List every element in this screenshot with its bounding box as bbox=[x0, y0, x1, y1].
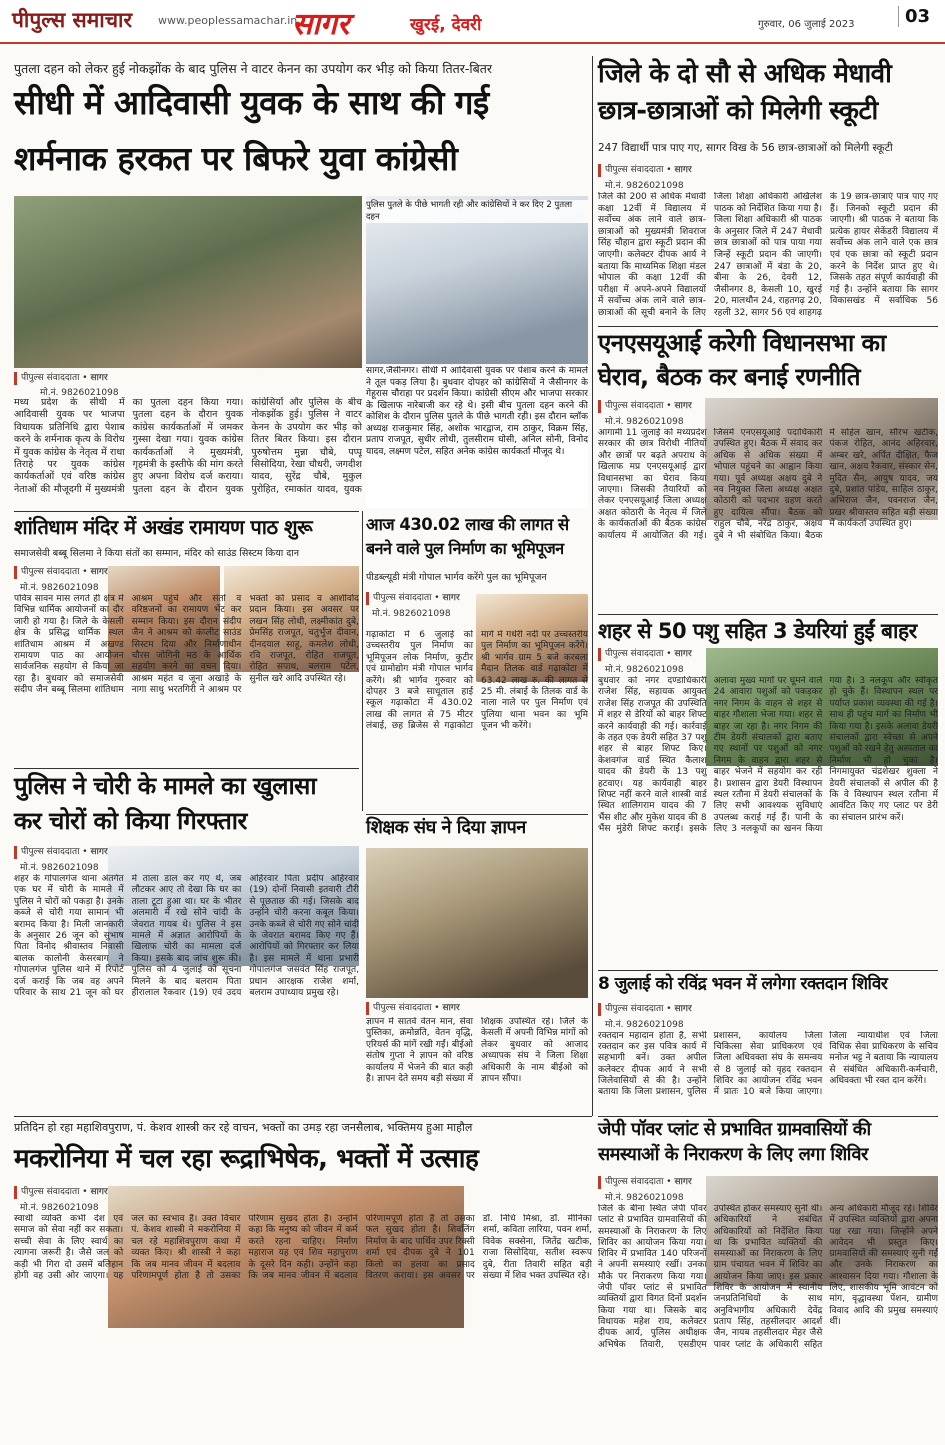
a1-kicker: पुतला दहन को लेकर हुई नोकझोंक के बाद पुलिस ने वाटर केनन का उपयोग कर भीड़ को किया तितर-बितर bbox=[14, 61, 493, 76]
a5-kicker: पीडब्ल्यूडी मंत्री गोपाल भार्गव करेंगे पुल का भूमिपूजन bbox=[366, 572, 547, 583]
a7-headline-1: पुलिस ने चोरी के मामले का खुलासा bbox=[14, 772, 317, 800]
a9-mobile: मो.नं. 9826021098 bbox=[605, 1020, 684, 1030]
a6-mobile: मो.नं. 9826021098 bbox=[605, 665, 684, 675]
a9-body: रक्तदान महादान होता है, सभी रक्तदान कर इस पवित्र कार्य में सहभागी बनें। उक्त अपील कलेक्टर दीपक आर्य ने सभी जिलेवासियों से की है। उन्होंने बताया कि जिला प्रशासन, पुलिस प्रशासन, कार्यालय जिला चिकित्सा सेवा प्राधिकरण एवं जिला अधिवक्ता संघ के समन्वय से 8 जुलाई को वृहद रक्तदान शिविर का आयोजन रविंद्र भवन में प्रातः 10 बजे किया जाएगा। जिला न्यायाधीश एवं जिला विधिक सेवा प्राधिकरण के सचिव मनोज भट्ट ने बताया कि न्यायालय से संबंधित अधिकारी-कर्मचारी, अधिवक्ता भी रक्त दान करेंगे। bbox=[598, 1031, 938, 1098]
divider bbox=[14, 1116, 592, 1117]
a10-body: जिले के बीना स्थित जेपी पॉवर प्लांट से प्रभावित ग्रामवासियों की समस्याओं के निराकरण के लिए शिविर का आयोजन किया गया। शिविर में प्रभावित 140 परिजनों ने अपनी समस्याएं रखीं। उनका मौके पर निराकरण किया गया। जेपी पॉवर प्लांट से प्रभावित व्यक्तियों द्वारा विगत दिनों प्रदर्शन किया गया था। जिसके बाद विधायक महेश राय, कलेक्टर दीपक आर्य, पुलिस अधीक्षक अभिषेक तिवारी, एसडीएम उपस्थित होकर समस्याएं सुनी थीं। अधिकारियों ने संबंधित अधिकारियों को निर्देशित किया था कि प्रभावित व्यक्तियों की समस्याओं का निराकरण के लिए ग्राम पंचायत भवन में शिविर का आयोजन किया जाए। इस प्रकार शिविर के आयोजन में स्थानीय जनप्रतिनिधियों के साथ अनुविभागीय अधिकारी देवेंद्र प्रताप सिंह, तहसीलदार आदर्श जैन, नायब तहसीलदार मेहर जैसे पावर प्लांट के अधिकारी सहित अन्य अधिकारी मौजूद रहे। शिविर में उपस्थित व्यक्तियों द्वारा अपना पक्ष रखा गया। जिन्होंने अपने आवेदन भी प्रस्तुत किए। ग्रामवासियों की समस्याएं सुनी गईं और उनके निराकरण का आश्वासन दिया गया। गौशाला के लिए, शासकीय भूमि आवंटन को मांग, वृद्धावस्था पेंशन, ग्रामीण विवाद आदि की प्रमुख समस्याएं थीं। bbox=[598, 1204, 938, 1350]
a3-headline-1: एनएसयूआई करेगी विधानसभा का bbox=[598, 329, 886, 357]
a1-caption2: सागर,जैसीनगर। सीधी में आदिवासी युवक पर पेशाब करने के मामले ने तूल पकड़ लिया है। बुधवार दोपहर को कांग्रेसियों ने जैसीनगर के गेहूरास चौराहा पर प्रदर्शन किया। कांग्रेसी सीएम और भाजपा सरकार के खिलाफ नारेबाजी कर रहे थे। इसी बीच पुतला दहन करने की कोशिश के दौरान पुलिस पुतले के पीछे भागती रही। इस दौरान ब्लॉक अध्यक्ष राजकुमार सिंह, अशोक भारद्वाज, राम ठाकुर, विक्रम सिंह, प्रताप राजपूत, सुधीर लोधी, तुलसीराम घोसी, अनिल सोनी, विनोद यादव, लक्ष्मण पटेल, सहित अनेक कांग्रेस कार्यकर्ता मौजूद थे। bbox=[366, 366, 588, 508]
a8-photo-teachers bbox=[366, 848, 588, 998]
divider bbox=[598, 326, 938, 327]
a2-mobile: मो.नं. 9826021098 bbox=[605, 181, 684, 191]
a3-mobile: मो.नं. 9826021098 bbox=[605, 417, 684, 427]
a2-byline: पीपुल्स संवाददाता • सागर bbox=[598, 164, 713, 177]
a1-byline: पीपुल्स संवाददाता • सागर bbox=[14, 372, 134, 385]
a1-photo2-title: पुलिस पुतले के पीछे भागती रही और कांग्रेसियों ने कर दिए 2 पुतला दहन bbox=[366, 200, 588, 223]
paper-logo: पीपुल्स समाचार bbox=[12, 7, 133, 32]
page-number: 03 bbox=[898, 6, 930, 27]
divider bbox=[592, 56, 593, 1116]
a11-by: पीपुल्स संवाददाता bbox=[21, 1187, 80, 1197]
divider bbox=[362, 511, 363, 811]
a9-byline: पीपुल्स संवाददाता • सागर bbox=[598, 1003, 708, 1016]
a1-mobile: मो.नं. 9826021098 bbox=[40, 388, 119, 398]
a9-headline: 8 जुलाई को रविंद्र भवन में लगेगा रक्तदान शिविर bbox=[598, 974, 888, 994]
a5-loc: सागर bbox=[442, 593, 460, 603]
a7-by: पीपुल्स संवाददाता bbox=[21, 847, 80, 857]
divider bbox=[598, 970, 938, 971]
city-name: सागर bbox=[292, 7, 350, 42]
a7-byline: पीपुल्स संवाददाता • सागर bbox=[14, 846, 124, 859]
a9-loc: सागर bbox=[674, 1004, 692, 1014]
a6-loc: सागर bbox=[674, 649, 692, 659]
a6-by: पीपुल्स संवाददाता bbox=[605, 649, 664, 659]
a2-by: पीपुल्स संवाददाता bbox=[605, 165, 664, 175]
a1-headline-2: शर्मनाक हरकत पर बिफरे युवा कांग्रेसी bbox=[14, 139, 458, 178]
a10-byline: पीपुल्स संवाददाता • सागर bbox=[598, 1176, 708, 1189]
a4-by: पीपुल्स संवाददाता bbox=[21, 567, 80, 577]
a3-byline: पीपुल्स संवाददाता • सागर bbox=[598, 400, 703, 413]
a8-body: ज्ञापन में सातवें वेतन मान, सेवा पुस्तिका, क्रमोन्नति, वेतन वृद्धि, एरियर्स की मांगें रखी गईं। बीईओ संतोष गुप्ता ने ज्ञापन को वरिष्ठ कार्यालय में भेजने की बात कही है। ज्ञापन देते समय बड़ी संख्या में शिक्षक उपस्थित रहे। जिले के केसली में अपनी विभिन्न मांगों को लेकर बुधवार को आजाद अध्यापक संघ ने जिला शिक्षा अधिकारी के नाम बीईओ को ज्ञापन सौंपा। bbox=[366, 1017, 588, 1085]
a4-body: पवित्र सावन मास लगते ही क्षेत्र में विभिन्न धार्मिक आयोजनों का दौर जारी हो गया है। जिले के केसली क्षेत्र के प्रसिद्ध धार्मिक स्थल शांतिधाम आश्रम में अखण्ड रामायण पाठ का आयोजन सार्वजनिक सहयोग से किया जा रहा है। बुधवार को समाजसेवी संदीप जैन बब्बू सिलमा शांतिधाम आश्रम पहुंचे और संतों व वरिष्ठजनों का रामायण भेंट कर सम्मान किया। इस दौरान संदीप जैन ने आश्रम को कंप्लीट साउंड सिस्टम दिया और निर्माणाधीन चौरस जोगिनी मठ के आर्थिक सहयोग करने का वचन दिया। आश्रम महंत व जूना अखाड़े के नागा साधु भरतगिरी ने आश्रम पर भक्तों को प्रसाद व आशीर्वाद प्रदान किया। इस अवसर पर लखन सिंह लोधी, लक्ष्मीकांत दुबे, प्रेमसिंह राजपूत, चतुर्भुज दीवान, दीनदयाल साहू, कमलेश लोधी, रवि राजपूत, रोहित राजपूत, रोहित सपाथ, बलराम पटेल, सुनील खरे आदि उपस्थित रहे। bbox=[14, 594, 359, 696]
a10-mobile: मो.नं. 9826021098 bbox=[605, 1193, 684, 1203]
a6-byline: पीपुल्स संवाददाता • सागर bbox=[598, 648, 708, 661]
a7-body: शहर के गोपालगंज थाना अंतर्गत एक घर में चोरी के मामले में पुलिस ने चोरों को पकड़ा है। उनके कब्जे से चोरी गया सामान भी बरामद किया है। मिली जानकारी के अनुसार 26 जून को सुभाष पिता विनोद श्रीवास्तव निवासी बालक कालोनी केसरबाग ने गोपालगंज पुलिस थाने में रिपोर्ट दर्ज कराई कि जब वह अपने परिवार के साथ 21 जून को घर में ताला डाल कर गए थे, जब लौटकर आए तो देखा कि घर का ताला टूटा हुआ था। घर के भीतर अलमारी में रखे सोने चांदी के जेवरात गायब थे। पुलिस ने इस मामले में अज्ञात आरोपियों के खिलाफ चोरी का मामला दर्ज किया। इसके बाद जांच शुरू की। पुलिस को 4 जुलाई को सूचना मिलने के बाद बलराम पिता हीरालाल रैकवार (19) एवं उदय अहिरवार पिता प्रदीप अहिरवार (19) दोनों निवासी इतवारी टौरी से पूछताछ की गई। जिसके बाद उन्होंने चोरी करना कबूल किया। उनके कब्जे से चोरी गए सोने चांदी के जेवरात बरामद किए गए हैं। आरोपियों को गिरफ्तार कर लिया है। इस मामले में थाना प्रभारी गोपालगंज जसवंत सिंह राजपूत, प्रधान आरक्षक राजेश शर्मा, बलराम उपाध्याय प्रमुख रहे। bbox=[14, 874, 359, 999]
a1-photo-protest bbox=[14, 196, 362, 368]
divider bbox=[14, 511, 359, 512]
a3-headline-2: घेराव, बैठक कर बनाई रणनीति bbox=[598, 363, 861, 391]
divider bbox=[598, 1116, 938, 1117]
a10-loc: सागर bbox=[674, 1177, 692, 1187]
a5-body: गढ़ाकोटा में 6 जुलाई को उच्चस्तरीय पुल निर्माण का भूमिपूजन लोक निर्माण, कुटीर एवं ग्रामोद्योग मंत्री गोपाल भार्गव करेंगे। श्री भार्गव गुरुवार को दोपहर 3 बजे साधूताल हाई स्कूल गढ़ाकोटा में 430.02 लाख की लागत से 75 मीटर लंबाई, छह ब्रिजेस से गढ़ाकोटा मार्ग में गधेरी नदी पर उच्चस्तरीय पुल निर्माण का भूमिपूजन करेंगे। श्री भार्गव ग्राम 5 बजे करबला मैदान तिलक वार्ड गढ़ाकोटा में 63.42 लाख रु. की लागत से 25 मी. लंबाई के तिलक वार्ड के नाला नाले पर पुल निर्माण एवं पुलिया थाना भवन का भूमि पूजन भी करेंगे। bbox=[366, 630, 588, 732]
a10-headline-1: जेपी पॉवर प्लांट से प्रभावित ग्रामवासियों की bbox=[598, 1119, 871, 1140]
a8-headline: शिक्षक संघ ने दिया ज्ञापन bbox=[366, 817, 526, 838]
a11-loc: सागर bbox=[90, 1187, 108, 1197]
a11-body: स्वार्थी व्यक्ति कभी देश एवं समाज को सेवा नहीं कर सकता। सच्ची सेवा के लिए स्वार्थ का त्यागना जरूरी है। जैसे जल को कड़ी भी गिरा दो उसमें बलिहान होगी वह उसी ओर जाएगा। यह जल का स्वभाव है। उक्त विचार पं. केशव शास्त्री ने मकरोनिया में चल रहे महाशिवपुराण कथा में व्यक्त किए। श्री शास्त्री ने कहा कि जब मानव जीवन में बदलाव परिणामपूर्ण होता है तो उसका परिणाम सुखद होता है। उन्होंने कहा कि मनुष्य को जीवन में कर्म करते रहना चाहिए। निर्माण महाराज यह एवं शिव महापुराण के दूसरे दिन कही। उन्होंने कहा कि जब मानव जीवन में बदलाव परिणामपूर्ण होता है तो उसका फल सुखद होता है। शिवलिंग निर्माण के बाद पार्थिव उपर रिक्सी शर्मा एवं दीपक दुबे ने 101 किलो का हलवा का प्रसाद वितरण कराया। इस अवसर पर डॉ. निधि मिश्रा, डॉ. मीनिका शर्मा, कविता लारिया, पवन शर्मा, विवेक सक्सेना, जितेंद्र खटीक, राजा सिसोदिया, सतीश स्वरूप दुबे, रीता तिवारी सहित बड़ी संख्या में शिव भक्त उपस्थित रहे। bbox=[14, 1214, 592, 1282]
a1-loc: सागर bbox=[90, 373, 108, 383]
a2-kicker: 247 विद्यार्थी पात्र पाए गए, सागर विख के 56 छात्र-छात्राओं को मिलेगी स्कूटी bbox=[598, 142, 893, 154]
a3-by: पीपुल्स संवाददाता bbox=[605, 401, 664, 411]
a1-headline-1: सीधी में आदिवासी युवक के साथ की गई bbox=[14, 83, 489, 122]
a5-byline: पीपुल्स संवाददाता • सागर bbox=[366, 592, 474, 605]
a11-headline: मकरोनिया में चल रहा रूद्राभिषेक, भक्तों में उत्साह bbox=[14, 1144, 479, 1174]
a7-headline-2: कर चोरों को किया गिरफ्तार bbox=[14, 807, 247, 835]
divider bbox=[598, 614, 938, 615]
a6-headline: शहर से 50 पशु सहित 3 डेयरियां हुईं बाहर bbox=[598, 619, 917, 643]
city-sub: खुरई, देवरी bbox=[410, 15, 482, 35]
a9-by: पीपुल्स संवाददाता bbox=[605, 1004, 664, 1014]
a1-by: पीपुल्स संवाददाता bbox=[21, 373, 80, 383]
divider bbox=[366, 814, 588, 815]
a8-by: पीपुल्स संवाददाता bbox=[373, 1003, 432, 1013]
a2-body: जिले की 200 से अधिक मेधावी कक्षा 12वीं में विद्यालय में सर्वोच्च अंक लाने वाले छात्र-छात्राओं को मुख्यमंत्री शिवराज सिंह चौहान द्वारा स्कूटी प्रदान की जाएगी। कलेक्टर दीपक आर्य ने बताया कि माध्यमिक शिक्षा मंडल भोपाल की कक्षा 12वीं की परीक्षा में अपने-अपने विद्यालयों में सर्वोच्च अंक लाने वाले छात्र-छात्राओं की सूची बनाने के लिए जिला शिक्षा अधिकारी अखिलेश पाठक को निर्देशित किया गया है। जिला शिक्षा अधिकारी श्री पाठक के अनुसार जिले में 247 मेधावी छात्र छात्राओं को पात्र पाया गया जिन्हें स्कूटी प्रदान की जाएगी। 247 छात्राओं में बंडा के 20, बीना के 26, देवरी 12, जैसीनगर 8, केसली 10, खुरई 20, मालथौन 24, राहतगढ़ 20, रहली 32, सागर 56 एवं शाहगढ़ के 19 छात्र-छात्राएं पात्र पाए गए हैं। जिनको स्कूटी प्रदान की जाएगी। श्री पाठक ने बताया कि प्रत्येक हायर सेकेंडरी विद्यालय में सर्वोच्च अंक लाने वाले एक छात्र एवं एक छात्रा को स्कूटी प्रदान करने के निर्देश प्राप्त हुए थे। जिसके तहत संपूर्ण कार्यवाही की गई है। उन्होंने बताया कि सागर विकासखंड में सर्वाधिक 56 bbox=[598, 192, 938, 318]
a6-body: बुधवार को नगर दण्डाधिकारी राजेश सिंह, सहायक आयुक्त राजेश सिंह राजपूत की उपस्थिति में शहर से डेरियों को बाहर शिफ्ट करने कार्यवाही की गई। कार्रवाई के तहत एक डेयरी सहित 37 पशु शहर से बाहर शिफ्ट किए। केशवगंज वार्ड स्थित कैलाश यादव की डेयरी के 13 पशु हटवाए। यह कार्यवाही बाहर शिफ्ट नहीं करने वाले शास्त्री वार्ड स्थित शालिगराम यादव की 7 भैंस शीट और मुकेश यादव की 8 भैंस मुंडेरी शिफ्ट कराईं। इसके अलावा मुख्य मार्गों पर घूमने वाले 24 आवारा पशुओं को पकड़कर नगर निगम के वाहन से शहर से बाहर गौशाला भेजा गया। शहर से बाहर जा रहा है। नगर निगम की टीम डेयरी संचालकों द्वारा बताए गए स्थानों पर पशुओं को नगर निगम के वाहन द्वारा शहर से बाहर भेजने में सहयोग कर रही है। प्रशासन द्वारा डेयरी विस्थापन स्थल रतौना में डेयरी संचालकों के लिए सभी आवश्यक सुविधाएं उपलब्ध कराई गई हैं। पानी के लिए 3 नलकूपों का खनन किया गया है। 3 नलकूप और स्वीकृत हो चुके हैं। विस्थापन स्थल पर पर्याप्त प्रकाश व्यवस्था की गई है। साथ ही पहुंच मार्ग का निर्माण भी किया गया है। इसके अलावा डेयरी संचालकों द्वारा स्वेच्छा से अपने पशुओं को रखने हेतु अस्पताल का निर्माण भी हो चुका है। निगमायुक्त चंद्रशेखर शुक्ला ने डेयरी संचालकों से अपील की है कि वे विस्थापन स्थल रतौना में आवंटित किए गए प्लाट पर डेरी का संचालन प्रारंभ करें। bbox=[598, 676, 938, 835]
a3-loc: सागर bbox=[674, 401, 692, 411]
a4-headline: शांतिधाम मंदिर में अखंड रामायण पाठ शुरू bbox=[14, 515, 313, 539]
a5-mobile: मो.नं. 9826021098 bbox=[372, 609, 451, 619]
a7-mobile: मो.नं. 9826021098 bbox=[20, 863, 99, 873]
a4-mobile: मो.नं. 9826021098 bbox=[20, 583, 99, 593]
a11-mobile: मो.नं. 9826021098 bbox=[20, 1203, 99, 1213]
a4-byline: पीपुल्स संवाददाता • सागर bbox=[14, 566, 124, 579]
a1-body: मध्य प्रदेश के सीधी में आदिवासी युवक पर भाजपा विधायक प्रतिनिधि द्वारा पेशाब करने के शर्मनाक कृत्य के विरोध में युवक कांग्रेस के नेतृत्व में राधा तिराहे पर युवक कांग्रेस कार्यकर्ताओं एवं वरिष्ठ कांग्रेस नेताओं की मौजूदगी में मुख्यमंत्री का पुतला दहन किया गया। पुतला दहन के दौरान युवक कांग्रेस कार्यकर्ताओं में जमकर गुस्सा देखा गया। युवक कांग्रेस कार्यकर्ताओं ने मुख्यमंत्री, गृहमंत्री के इस्तीफे की मांग करते हुए अपना विरोध दर्ज कराया। पुतला दहन के दौरान युवक कांग्रेसियों और पुलिस के बीच नोकझोंक हुई। पुलिस ने वाटर केनन के उपयोग कर भीड़ को तितर बितर किया। इस दौरान पुरुषोत्तम मुन्ना चौबे, पप्पू सिसोदिया, रेखा चौधरी, जगदीश यादव, सुरेंद्र चौबे, मुकुल पुरोहित, रमाकांत यादव, युवक bbox=[14, 397, 362, 495]
masthead bbox=[0, 0, 945, 44]
a5-by: पीपुल्स संवाददाता bbox=[373, 593, 432, 603]
a10-by: पीपुल्स संवाददाता bbox=[605, 1177, 664, 1187]
a10-headline-2: समस्याओं के निराकरण के लिए लगा शिविर bbox=[598, 1144, 868, 1165]
a4-kicker: समाजसेवी बब्बू सिलमा ने किया संतों का सम्मान, मंदिर को साउंड सिस्टम किया दान bbox=[14, 548, 299, 559]
site-url[interactable]: www.peoplessamachar.in bbox=[158, 14, 298, 27]
a2-headline-2: छात्र-छात्राओं को मिलेगी स्कूटी bbox=[598, 96, 878, 126]
a4-loc: सागर bbox=[90, 567, 108, 577]
divider bbox=[14, 768, 359, 769]
a8-loc: सागर bbox=[442, 1003, 460, 1013]
a11-kicker: प्रतिदिन हो रहा महाशिवपुराण, पं. केशव शास्त्री कर रहे वाचन, भक्तों का उमड़ रहा जनसैलाब, भक्तिमय हुआ माहौल bbox=[14, 1121, 473, 1134]
a8-byline: पीपुल्स संवाददाता • सागर bbox=[366, 1002, 476, 1015]
a2-headline-1: जिले के दो सौ से अधिक मेधावी bbox=[598, 59, 892, 89]
issue-date: गुरुवार, 06 जुलाई 2023 bbox=[758, 19, 855, 30]
a11-byline: पीपुल्स संवाददाता • सागर bbox=[14, 1186, 124, 1199]
a2-loc: सागर bbox=[674, 165, 692, 175]
a7-loc: सागर bbox=[90, 847, 108, 857]
a5-headline-2: बनने वाले पुल निर्माण का भूमिपूजन bbox=[366, 539, 564, 558]
a5-headline-1: आज 430.02 लाख की लागत से bbox=[366, 515, 569, 534]
a3-body: आगामी 11 जुलाई को मध्यप्रदेश सरकार की छात्र विरोधी नीतियों और छात्रों पर बढ़ते अपराध के खिलाफ मप्र एनएसयूआई द्वारा विधानसभा का घेराव किया जाएगा। जिसकी तैयारियों को लेकर एनएसयूआई जिला अध्यक्ष अक्षत कोठारी के नेतृत्व में जिले के कार्यकर्ताओं की बैठक कांग्रेस कार्यालय में आयोजित की गई। जिसमें एनएसयूआई पदाधिकारी उपस्थित हुए। बैठक में संवाद कर अधिक से अधिक संख्या में भोपाल पहुंचने का आह्वान किया गया। पूर्व अध्यक्ष अक्षय दुबे ने नव नियुक्त जिला अध्यक्ष अक्षत कोठारी को पदभार ग्रहण करते हुए दायित्व सौंपा। बैठक को राहुल चौबे, नरेंद्र ठाकुर, अक्षय दुबे ने भी संबोधित किया। बैठक में सोहेल खान, सौरभ खटीक, पंकज रोहित, आनंद अहिरवार, अम्बर खरे, अर्पित दीक्षित, फैज खान, अक्षय रैकवार, संस्कार सेन, मुदित सैन, आयुष यादव, जय दुबे, प्रशांत पांडेय, साहिल ठाकुर, अभिराज जैन, पवनराज जैन, प्रखर श्रीवास्तव सहित बड़ी संख्या में कार्यकर्ता उपस्थित हुए। bbox=[598, 428, 938, 541]
